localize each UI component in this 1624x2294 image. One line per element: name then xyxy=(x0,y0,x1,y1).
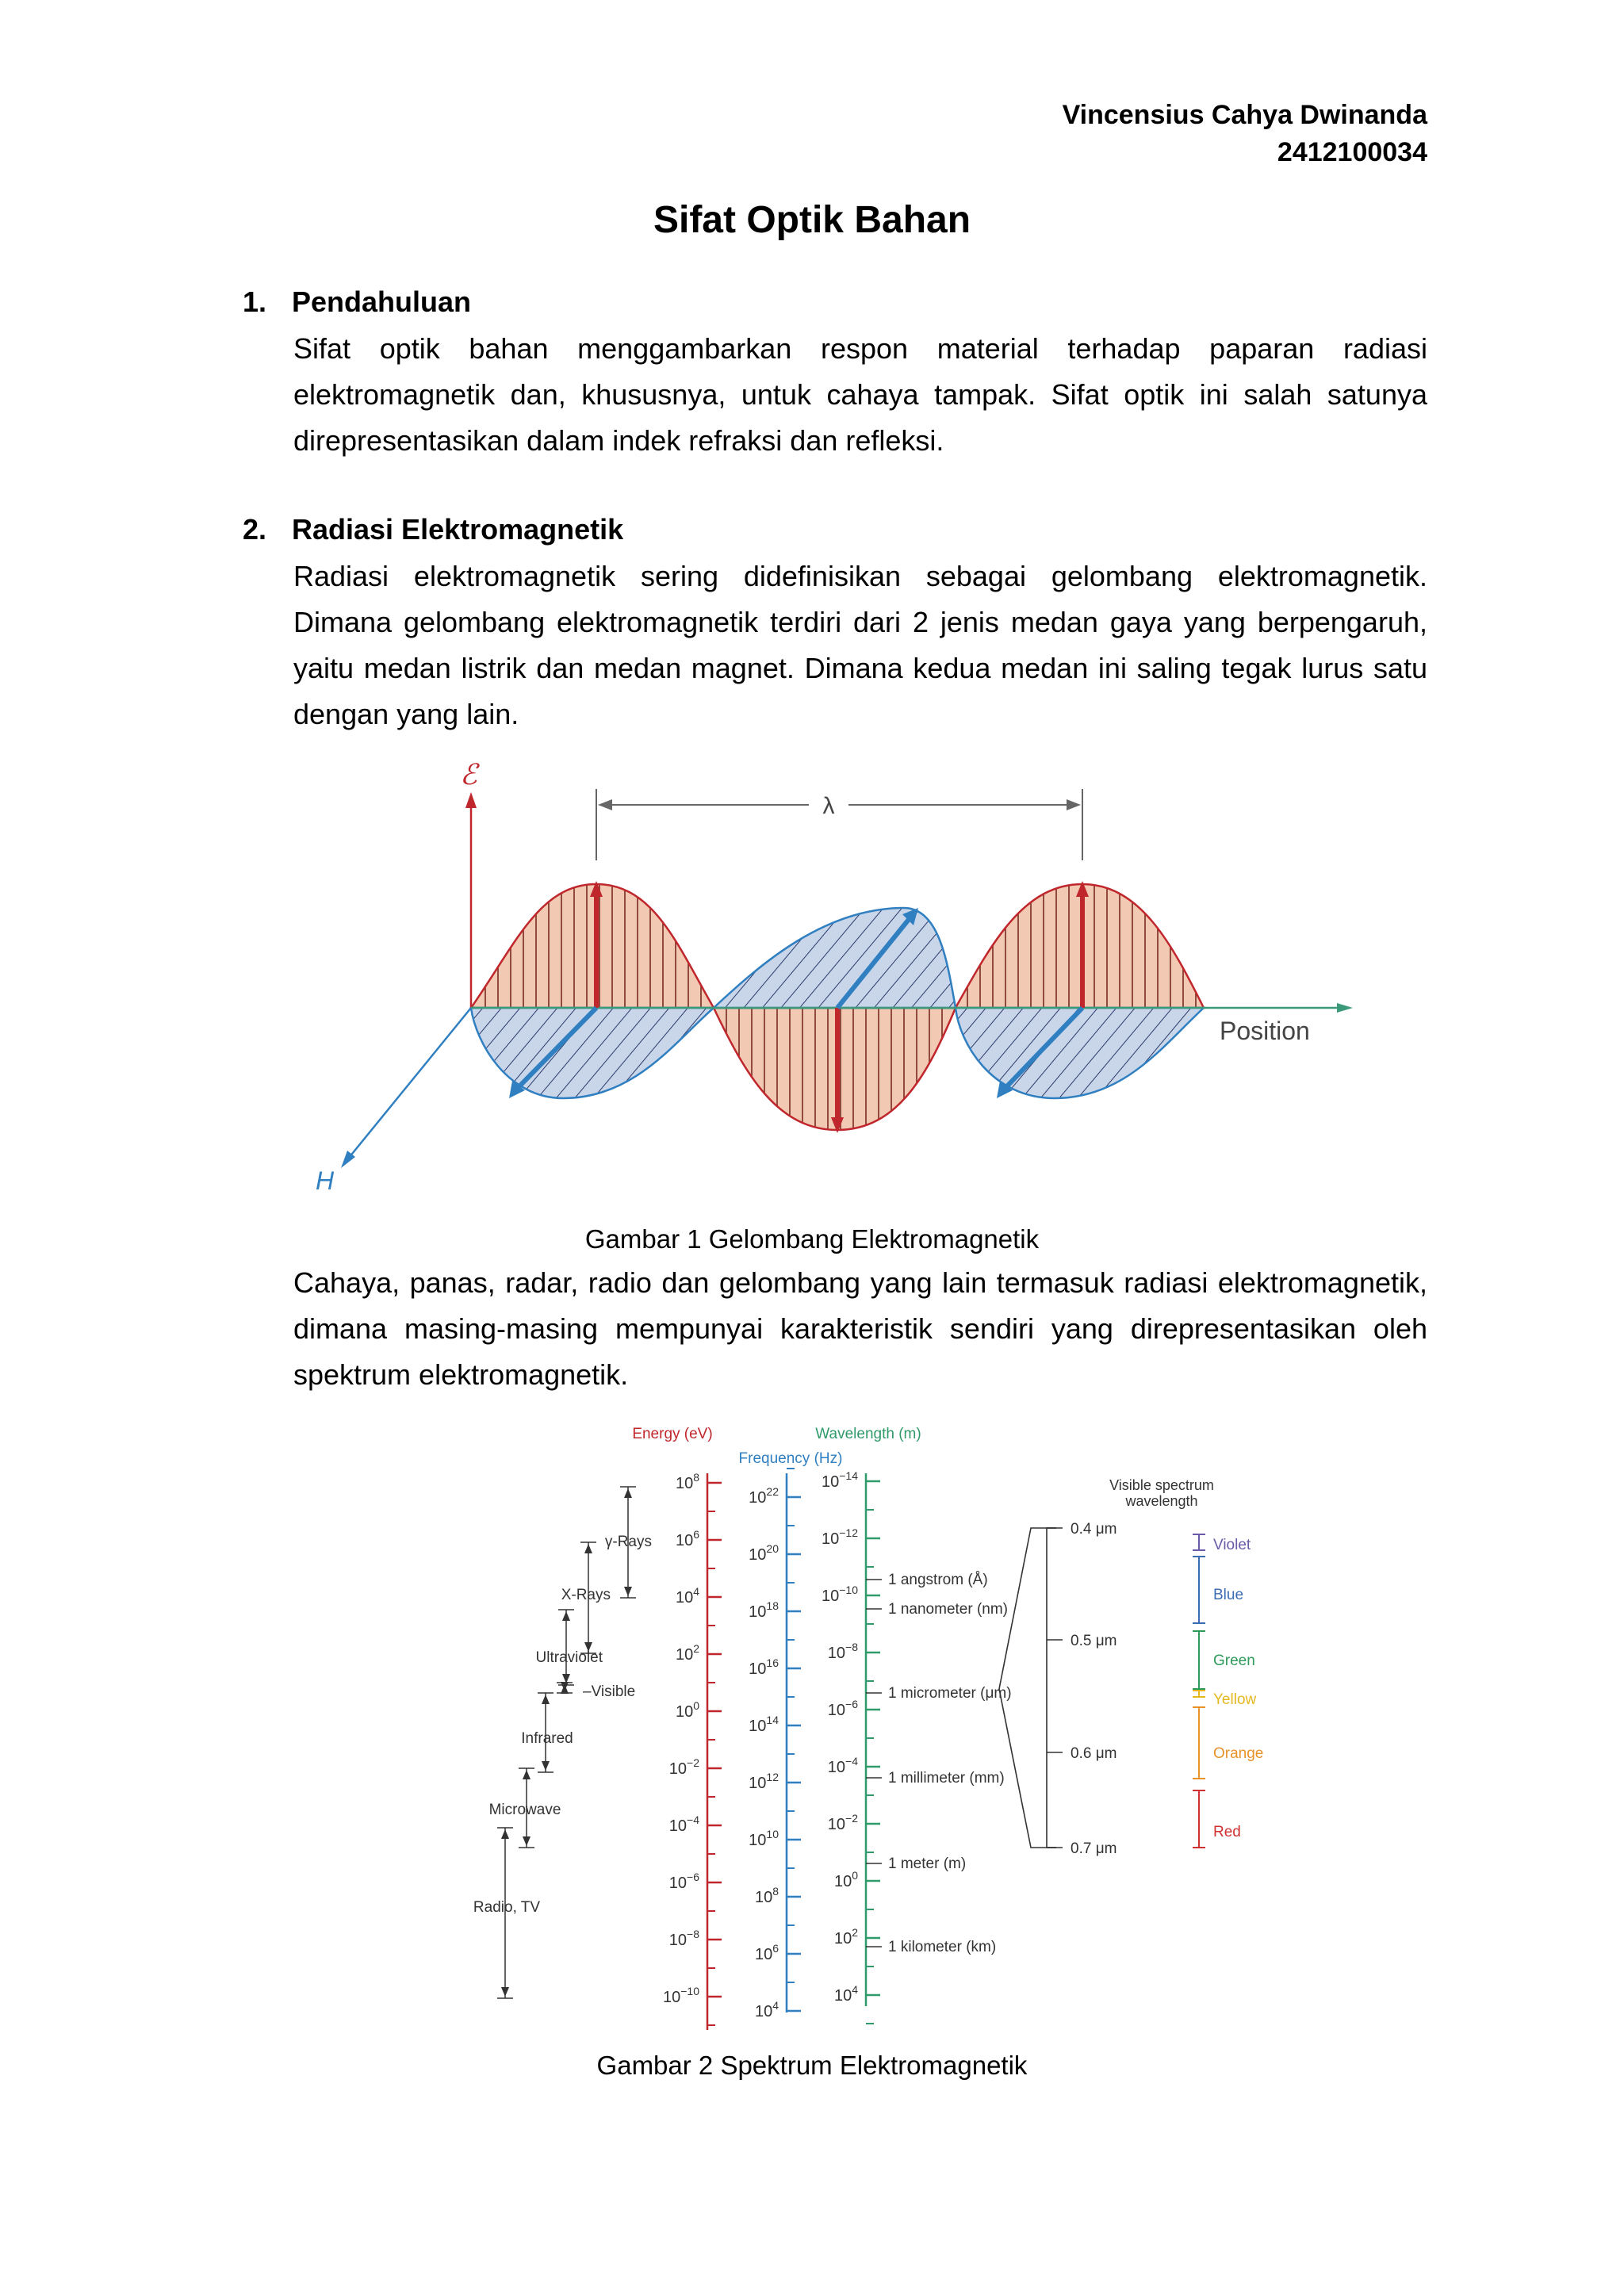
lambda-label: λ xyxy=(822,793,835,819)
visible-color-label: Blue xyxy=(1213,1587,1244,1603)
band-label: Microwave xyxy=(488,1802,561,1818)
h-axis xyxy=(349,1008,471,1158)
visible-tick-label: 0.6 μm xyxy=(1071,1745,1117,1762)
section-2-paragraph-2: Cahaya, panas, radar, radio dan gelombang yang lain termasuk radiasi elektromagnetik, dimana masing-masing mempunyai karakteristik sendiri yang direpresentasikan oleh spektrum elektromagnetik. xyxy=(293,1266,1427,1391)
band-arrow-down xyxy=(624,1587,632,1596)
wavelength-tick-label: $10^{-14}$ xyxy=(822,1469,858,1491)
visible-color-label: Orange xyxy=(1213,1745,1264,1762)
band-arrow-up xyxy=(501,1829,509,1839)
wavelength-axis-title: Wavelength (m) xyxy=(815,1426,921,1442)
wavelength-tick-label: $10^{-2}$ xyxy=(827,1812,858,1833)
band-label: Infrared xyxy=(521,1730,573,1747)
energy-tick-label: $10^8$ xyxy=(675,1471,699,1492)
band-label: γ-Rays xyxy=(604,1534,652,1550)
wavelength-tick-label: $10^2$ xyxy=(833,1926,858,1947)
energy-tick-label: $10^0$ xyxy=(675,1699,699,1721)
band-label: Radio, TV xyxy=(473,1899,541,1916)
wavelength-tick-label: $10^0$ xyxy=(833,1869,858,1890)
visible-title-line-2: wavelength xyxy=(1125,1493,1198,1509)
frequency-tick-label: $10^4$ xyxy=(754,1999,779,2020)
wavelength-tick-label: $10^4$ xyxy=(833,1983,858,2005)
frequency-tick-label: $10^{20}$ xyxy=(749,1542,779,1564)
section-2-paragraph: Radiasi elektromagnetik sering didefinisikan sebagai gelombang elektromagnetik. Dimana gelombang elektromagnetik terdiri dari 2 jenis medan gaya yang berpengaruh, yaitu medan listrik dan medan magnet. Dimana kedua medan ini saling tegak lurus satu dengan yang lain. xyxy=(293,560,1427,730)
frequency-tick-label: $10^{14}$ xyxy=(749,1714,779,1735)
energy-tick-label: $10^4$ xyxy=(675,1585,699,1607)
section-title: Radiasi Elektromagnetik xyxy=(292,513,624,546)
frequency-tick-label: $10^6$ xyxy=(754,1942,779,1963)
figure-1-caption: Gambar 1 Gelombang Elektromagnetik xyxy=(584,1224,1040,1254)
em-wave-figure xyxy=(301,757,1364,1201)
visible-color-label: Violet xyxy=(1213,1537,1251,1553)
section-number: 1. xyxy=(243,285,267,318)
band-arrow-down xyxy=(542,1761,550,1771)
energy-axis-title: Energy (eV) xyxy=(632,1426,713,1442)
band-arrow-down xyxy=(523,1836,530,1846)
frequency-tick-label: $10^{12}$ xyxy=(749,1771,779,1792)
page-title: Sifat Optik Bahan xyxy=(653,199,971,241)
band-arrow-up xyxy=(523,1770,530,1779)
wavelength-tick-label: $10^{-10}$ xyxy=(822,1584,858,1605)
visible-color-label: Yellow xyxy=(1213,1691,1257,1708)
wavelength-unit-label: 1 kilometer (km) xyxy=(888,1939,997,1955)
wavelength-marker xyxy=(596,789,1082,860)
section-title: Pendahuluan xyxy=(292,285,472,318)
wavelength-unit-label: 1 micrometer (μm) xyxy=(888,1685,1012,1702)
frequency-tick-label: $10^{18}$ xyxy=(749,1599,779,1621)
band-arrow-up xyxy=(542,1695,550,1704)
band-label: X-Rays xyxy=(561,1587,611,1603)
visible-color-label: Red xyxy=(1213,1824,1241,1840)
wavelength-tick-label: $10^{-12}$ xyxy=(822,1526,858,1548)
e-label: ℰ xyxy=(460,758,477,791)
band-arrow-up xyxy=(584,1544,592,1553)
band-arrow-down xyxy=(501,1987,509,1997)
author-name: Vincensius Cahya Dwinanda xyxy=(1062,100,1427,130)
author-block xyxy=(1063,97,1427,171)
wavelength-unit-label: 1 angstrom (Å) xyxy=(888,1572,988,1588)
em-spectrum-figure xyxy=(460,1415,1293,2034)
visible-title-line-1: Visible spectrum xyxy=(1109,1477,1214,1493)
section-number: 2. xyxy=(243,513,267,546)
visible-tick-label: 0.7 μm xyxy=(1071,1840,1117,1857)
h-label: H xyxy=(316,1166,335,1195)
frequency-tick-label: $10^{16}$ xyxy=(749,1656,779,1678)
section-1-paragraph: Sifat optik bahan menggambarkan respon material terhadap paparan radiasi elektromagnetik dan, khususnya, untuk cahaya tampak. Sifat optik ini salah satunya direpresentasikan dalam indek refraksi dan refleksi. xyxy=(293,332,1427,457)
energy-tick-label: $10^6$ xyxy=(675,1528,699,1549)
frequency-tick-label: $10^{10}$ xyxy=(749,1828,779,1849)
wavelength-tick-label: $10^{-6}$ xyxy=(827,1698,858,1719)
section-1-heading xyxy=(243,285,471,319)
position-label: Position xyxy=(1220,1017,1310,1045)
frequency-tick-label: $10^{22}$ xyxy=(749,1485,779,1507)
energy-tick-label: $10^{-4}$ xyxy=(668,1813,699,1835)
energy-tick-label: $10^{-8}$ xyxy=(668,1928,699,1949)
band-label: Ultraviolet xyxy=(535,1649,603,1666)
energy-tick-label: $10^{-6}$ xyxy=(668,1871,699,1892)
wavelength-unit-label: 1 meter (m) xyxy=(888,1855,967,1872)
wavelength-unit-label: 1 nanometer (nm) xyxy=(888,1601,1009,1618)
figure-2-caption: Gambar 2 Spektrum Elektromagnetik xyxy=(596,2051,1028,2080)
visible-tick-label: 0.4 μm xyxy=(1071,1521,1117,1538)
visible-scale-line xyxy=(1047,1528,1056,1848)
energy-tick-label: $10^{-2}$ xyxy=(668,1756,699,1778)
visible-color-label: Green xyxy=(1213,1653,1255,1669)
energy-tick-label: $10^{-10}$ xyxy=(663,1985,699,2006)
wavelength-unit-label: 1 millimeter (mm) xyxy=(888,1770,1005,1787)
wavelength-tick-label: $10^{-4}$ xyxy=(827,1755,858,1776)
wavelength-tick-label: $10^{-8}$ xyxy=(827,1641,858,1662)
visible-tick-label: 0.5 μm xyxy=(1071,1633,1117,1649)
band-label: –Visible xyxy=(583,1683,636,1700)
student-id: 2412100034 xyxy=(1277,137,1427,167)
band-arrow-up xyxy=(624,1488,632,1498)
energy-tick-label: $10^2$ xyxy=(675,1642,699,1664)
section-2-heading xyxy=(243,513,623,546)
frequency-tick-label: $10^8$ xyxy=(754,1885,779,1906)
frequency-axis-title: Frequency (Hz) xyxy=(738,1450,843,1467)
band-arrow-down xyxy=(561,1682,569,1691)
band-arrow-up xyxy=(562,1611,570,1621)
